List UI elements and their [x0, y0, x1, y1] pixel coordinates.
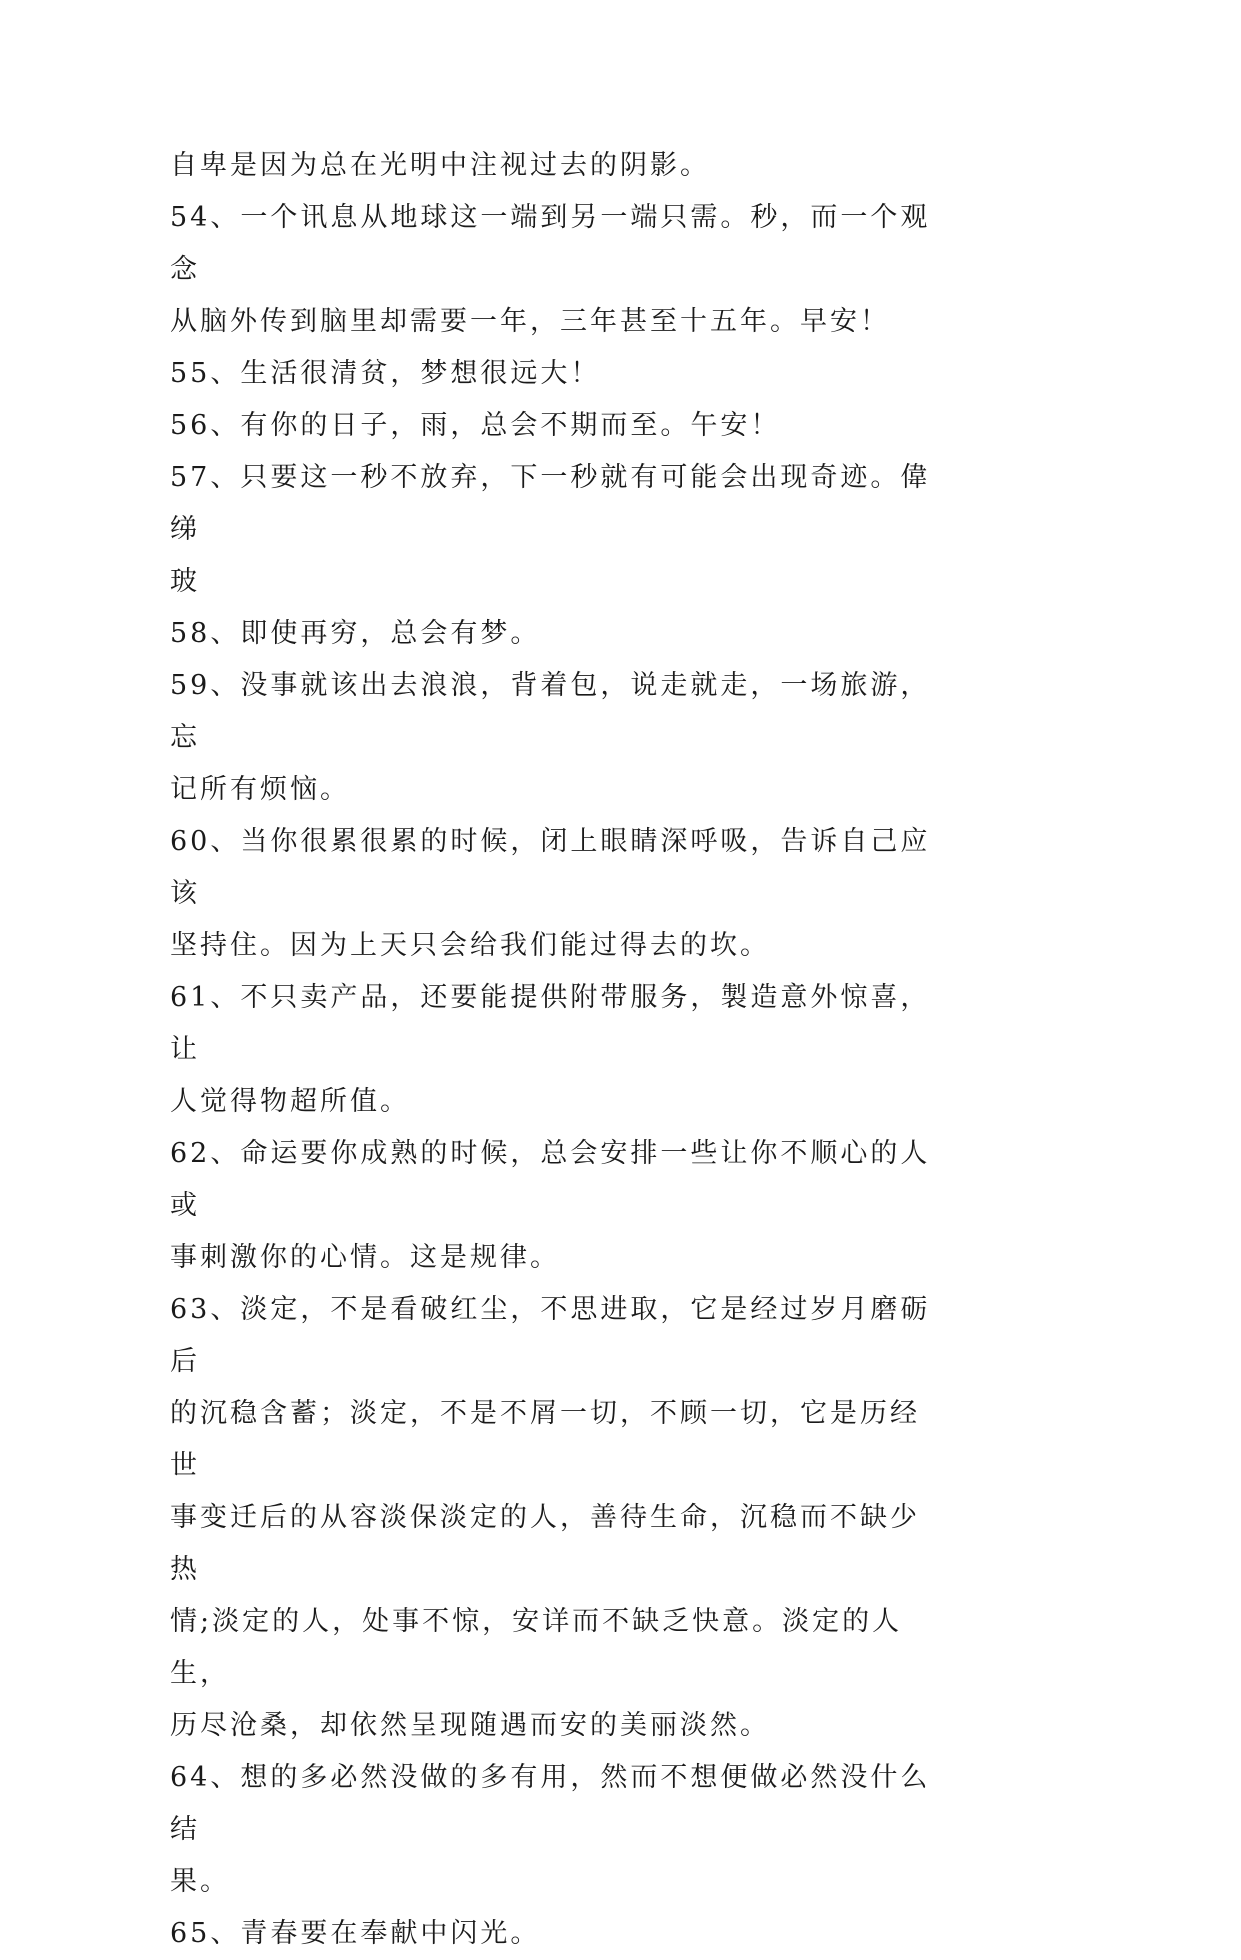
text-line: 64、想的多必然没做的多有用，然而不想便做必然没什么结 — [170, 1762, 931, 1845]
text-line: 玻 — [170, 566, 200, 597]
text-line: 坚持住。因为上天只会给我们能过得去的坎。 — [170, 930, 770, 961]
text-line: 58、即使再穷，总会有梦。 — [170, 618, 541, 649]
text-line: 自卑是因为总在光明中注视过去的阴影。 — [170, 150, 710, 181]
text-line: 65、青春要在奉献中闪光。 — [170, 1918, 541, 1949]
text-line: 54、一个讯息从地球这一端到另一端只需。秒，而一个观念 — [170, 202, 931, 285]
text-line: 62、命运要你成熟的时候，总会安排一些让你不顺心的人或 — [170, 1138, 931, 1221]
text-line: 记所有烦恼。 — [170, 774, 350, 805]
text-line: 人觉得物超所值。 — [170, 1086, 410, 1117]
text-line: 的沉稳含蓄；淡定，不是不屑一切，不顾一切，它是历经世 — [170, 1398, 920, 1481]
text-line: 历尽沧桑，却依然呈现随遇而安的美丽淡然。 — [170, 1710, 770, 1741]
text-line: 情;淡定的人，处事不惊，安详而不缺乏快意。淡定的人生， — [170, 1606, 903, 1689]
text-line: 60、当你很累很累的时候，闭上眼睛深呼吸，告诉自己应该 — [170, 826, 931, 909]
document-body — [170, 140, 942, 1960]
text-line: 果。 — [170, 1866, 230, 1897]
text-line: 56、有你的日子，雨，总会不期而至。午安！ — [170, 410, 781, 441]
text-line: 61、不只卖产品，还要能提供附带服务，製造意外惊喜，让 — [170, 982, 931, 1065]
text-line: 57、只要这一秒不放弃，下一秒就有可能会出现奇迹。偉绨 — [170, 462, 931, 545]
text-line: 63、淡定，不是看破红尘，不思进取，它是经过岁月磨砺后 — [170, 1294, 931, 1377]
text-line: 事变迁后的从容淡保淡定的人，善待生命，沉稳而不缺少热 — [170, 1502, 920, 1585]
text-line: 从脑外传到脑里却需要一年，三年甚至十五年。早安！ — [170, 306, 890, 337]
text-line: 59、没事就该出去浪浪，背着包，说走就走，一场旅游，忘 — [170, 670, 931, 753]
text-line: 55、生活很清贫，梦想很远大！ — [170, 358, 601, 389]
text-line: 事刺激你的心情。这是规律。 — [170, 1242, 560, 1273]
